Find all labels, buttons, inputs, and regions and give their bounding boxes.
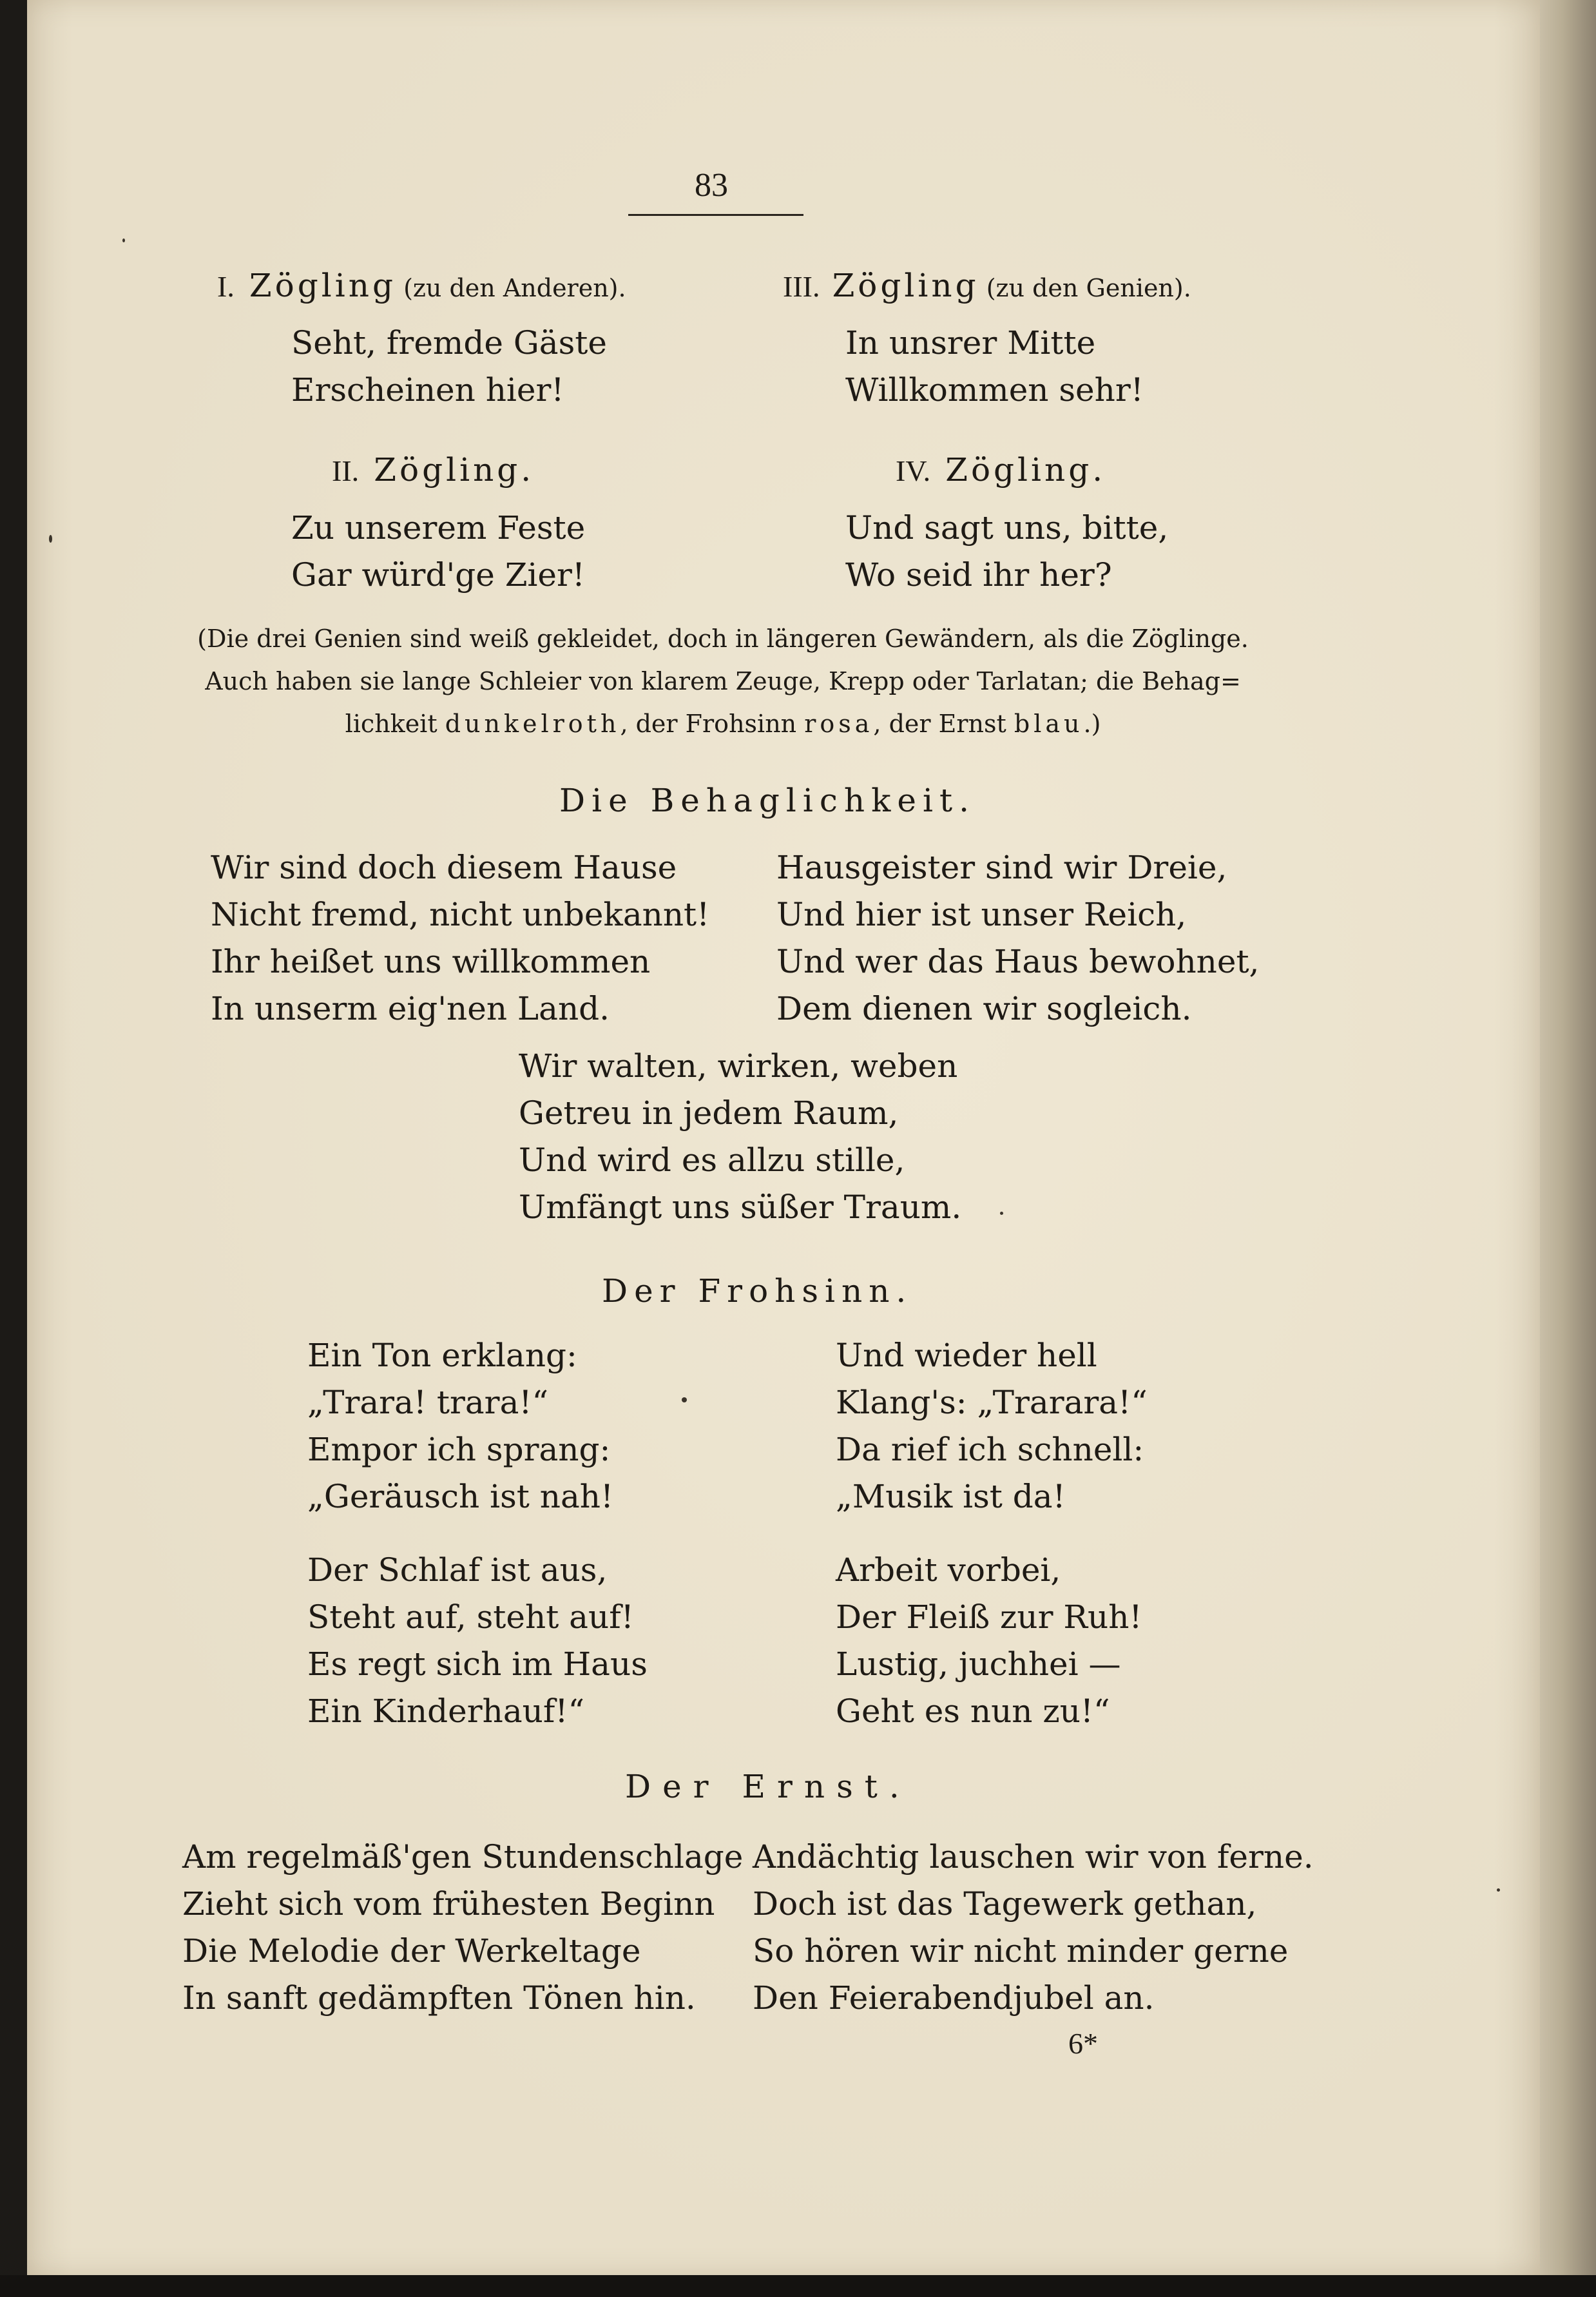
speaker-aside: (zu den Anderen). (403, 274, 626, 302)
behaglichkeit-left-stanza (211, 844, 709, 1032)
verse-line: Der Schlaf ist aus, (307, 1551, 608, 1589)
speaker-name: Zögling. (374, 451, 535, 489)
stage-line (169, 703, 1277, 745)
verse-line: Nicht fremd, nicht unbekannt! (211, 896, 710, 933)
ink-speck (1000, 1212, 1003, 1215)
verse-fourth (845, 505, 1168, 599)
ink-speck (122, 238, 125, 242)
verse-line: Klang's: „Trarara!“ (836, 1384, 1148, 1421)
verse-third (845, 320, 1144, 414)
ernst-right-stanza (753, 1834, 1314, 2022)
verse-second (291, 505, 585, 599)
verse-line: Am regelmäß'gen Stundenschlage (182, 1838, 744, 1875)
page-edge (1540, 0, 1596, 2275)
stage-direction (169, 617, 1277, 745)
speaker-numeral: IV. (896, 454, 931, 487)
speaker-fourth (896, 451, 1106, 489)
verse-line: Und wer das Haus bewohnet, (776, 943, 1260, 980)
frohsinn-right-stanza-2 (836, 1547, 1142, 1735)
verse-line: „Musik ist da! (836, 1478, 1066, 1515)
verse-line: Wo seid ihr her? (845, 556, 1112, 594)
behaglichkeit-center-stanza (519, 1043, 961, 1231)
verse-line: „Trara! trara!“ (307, 1384, 549, 1421)
verse-line: In sanft gedämpften Tönen hin. (182, 1979, 696, 2017)
verse-line: Ein Kinderhauf!“ (307, 1692, 585, 1730)
verse-line: Empor ich sprang: (307, 1431, 611, 1468)
verse-line: Getreu in jedem Raum, (519, 1094, 899, 1132)
verse-line: Lustig, juchhei — (836, 1645, 1121, 1683)
stage-emphasis: dunkelroth (445, 710, 620, 738)
verse-line: „Geräusch ist nah! (307, 1478, 614, 1515)
verse-line: Seht, fremde Gäste (291, 324, 607, 362)
stage-text: , der Frohsinn (620, 710, 805, 738)
verse-line: In unsrer Mitte (845, 324, 1096, 362)
stage-text: , der Ernst (873, 710, 1014, 738)
verse-line: Es regt sich im Haus (307, 1645, 648, 1683)
verse-line: Und hier ist unser Reich, (776, 896, 1187, 933)
behaglichkeit-right-stanza (776, 844, 1259, 1032)
stage-emphasis: blau (1014, 710, 1084, 738)
verse-first (291, 320, 607, 414)
stage-line: (Die drei Genien sind weiß gekleidet, doch in längeren Gewändern, als die Zöglinge. (197, 625, 1249, 653)
verse-line: Dem dienen wir sogleich. (776, 990, 1192, 1027)
section-heading-behaglichkeit: Die Behaglichkeit. (559, 782, 976, 819)
frohsinn-right-stanza-1 (836, 1332, 1148, 1520)
verse-line: Erscheinen hier! (291, 371, 564, 409)
stage-text: lichkeit (345, 710, 445, 738)
speaker-numeral: II. (332, 454, 360, 487)
speaker-numeral: III. (783, 270, 820, 303)
page-number: 83 (695, 167, 728, 204)
speaker-first (217, 269, 626, 302)
verse-line: So hören wir nicht minder gerne (753, 1932, 1289, 1970)
speaker-name: Zögling. (945, 451, 1106, 489)
signature-mark: 6* (1068, 2027, 1098, 2060)
frohsinn-left-stanza-2 (307, 1547, 648, 1735)
section-heading-ernst: Der Ernst. (625, 1768, 911, 1805)
bottom-margin (0, 2275, 1596, 2297)
verse-line: Ein Ton erklang: (307, 1337, 577, 1374)
verse-line: Zieht sich vom frühesten Beginn (182, 1885, 715, 1923)
verse-line: Doch ist das Tagewerk gethan, (753, 1885, 1257, 1923)
verse-line: Ihr heißet uns willkommen (211, 943, 651, 980)
stage-line: Auch haben sie lange Schleier von klarem Zeuge, Krepp oder Tarlatan; die Behag= (205, 667, 1241, 695)
verse-line: Wir walten, wirken, weben (519, 1047, 958, 1085)
speaker-name: Zögling (832, 267, 979, 304)
speaker-numeral: I. (217, 270, 235, 303)
verse-line: Und wird es allzu stille, (519, 1141, 905, 1179)
verse-line: Steht auf, steht auf! (307, 1598, 634, 1636)
speaker-name: Zögling (249, 267, 396, 304)
verse-line: Und wieder hell (836, 1337, 1097, 1374)
verse-line: Umfängt uns süßer Traum. (519, 1188, 962, 1226)
verse-line: Da rief ich schnell: (836, 1431, 1144, 1468)
verse-line: Gar würd'ge Zier! (291, 556, 586, 594)
stage-text: .) (1083, 710, 1101, 738)
frohsinn-left-stanza-1 (307, 1332, 613, 1520)
verse-line: Die Melodie der Werkeltage (182, 1932, 641, 1970)
verse-line: Andächtig lauschen wir von ferne. (753, 1838, 1314, 1875)
verse-line: Geht es nun zu!“ (836, 1692, 1110, 1730)
stage-emphasis: rosa (804, 710, 874, 738)
page-number-rule (628, 214, 803, 216)
verse-line: Der Fleiß zur Ruh! (836, 1598, 1142, 1636)
section-heading-frohsinn: Der Frohsinn. (602, 1272, 913, 1310)
verse-line: Arbeit vorbei, (836, 1551, 1061, 1589)
ink-speck (682, 1397, 687, 1402)
verse-line: In unserm eig'nen Land. (211, 990, 610, 1027)
ink-speck (1497, 1888, 1500, 1892)
ink-speck (49, 535, 52, 543)
verse-line: Den Feierabendjubel an. (753, 1979, 1155, 2017)
speaker-third (783, 269, 1191, 302)
verse-line: Hausgeister sind wir Dreie, (776, 849, 1227, 886)
verse-line: Zu unserem Feste (291, 509, 586, 547)
verse-line: Wir sind doch diesem Hause (211, 849, 677, 886)
speaker-aside: (zu den Genien). (986, 274, 1191, 302)
speaker-second (332, 451, 535, 489)
ernst-left-stanza (182, 1834, 743, 2022)
verse-line: Und sagt uns, bitte, (845, 509, 1169, 547)
verse-line: Willkommen sehr! (845, 371, 1144, 409)
